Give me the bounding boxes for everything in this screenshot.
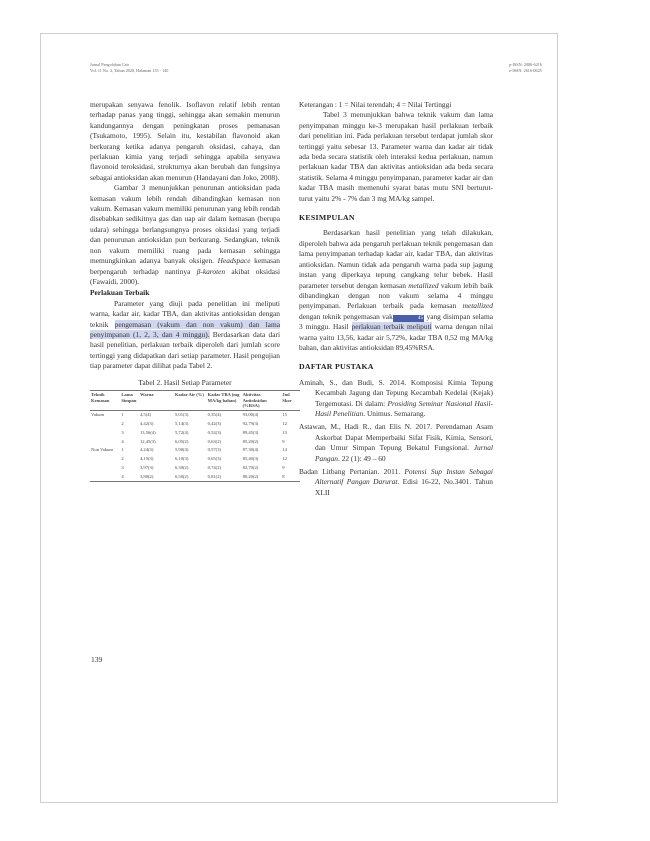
heading-daftar-pustaka: DAFTAR PUSTAKA	[299, 362, 374, 372]
table-cell: 1	[121, 412, 124, 418]
table-cell: 12,45(3)	[139, 438, 156, 444]
reference-item	[299, 467, 493, 498]
table-row	[90, 420, 300, 429]
italic-term: metallized	[408, 280, 439, 290]
table-cell: 5,14(3)	[174, 421, 189, 427]
table-cell: 9	[282, 438, 285, 444]
table-cell: 4,42(3)	[139, 421, 154, 427]
table-cell: 89,45(3)	[242, 429, 259, 435]
table-row	[90, 463, 300, 472]
italic-term: Prosiding Seminar Nasional Hasil-Hasil Penelitian	[315, 398, 493, 418]
text-span: yang disimpan selama 3 minggu. Hasil	[299, 311, 493, 332]
table-cell: 85,20(2)	[242, 438, 259, 444]
italic-term: Jurnal Pangan	[315, 443, 493, 463]
right-column	[299, 100, 493, 501]
journal-name: Jurnal Pengolahan Cair	[90, 62, 130, 67]
paragraph-isoflavon: merupakan senyawa fenolik. Isoflavon relatif lebih rentan terhadap panas yang tinggi, sehingga akan semakin menurun kandungannya dengan peningkatan proses pemanasan (Tsukamoto, 1995). Selain itu, kestabilan flavonoid akan berkurang ketika adanya pengaruh oksidasi, cahaya, dan perlakuan kimia yang terjadi sehingga apabila senyawa flavonoid teroksidasi, strukturnya akan berubah dan fungsinya sebagai antioksidan akan menurun (Handayani dan Joko, 2008).	[90, 100, 280, 182]
table-row	[90, 455, 300, 464]
table-cell: 9	[282, 465, 285, 471]
journal-volume: Vol. 11 No. 2, Tahun 2020, Halaman 135 - 140	[90, 68, 169, 73]
table-cell: 6,30(2)	[174, 465, 189, 471]
italic-term: metallized	[462, 301, 493, 311]
table-cell: 4,5(4)	[139, 412, 152, 418]
table-cell: 0,35(4)	[207, 412, 222, 418]
table-cell: 12	[282, 421, 287, 427]
table-cell: 6,50(2)	[174, 472, 207, 481]
highlighted-text[interactable]: pengemasan (vakum dan non vakum) dan lama penyimpanan (1, 2, 3, dan 4 minggu).	[90, 319, 280, 339]
left-column	[90, 100, 292, 482]
table-cell	[90, 428, 120, 437]
table-cell: 0,74(2)	[207, 465, 222, 471]
text-span: Aminah, S., dan Budi, S. 2014. Komposisi Kimia Tepung Kecambah Jagung dan Tepung Kecambah Kedelai (Kejak) Tergemutasi. Di dalam:	[299, 377, 493, 408]
table-cell: 93,00(4)	[242, 412, 259, 418]
table-cell	[90, 420, 120, 429]
table-cell: 3	[121, 429, 124, 435]
paragraph-gambar-3	[90, 183, 280, 287]
table-header-cell: Aktivitas Antioksidan (%RSA)	[242, 390, 282, 410]
table-cell: 5,01(3)	[174, 412, 189, 418]
table-row	[90, 410, 300, 419]
text-span: akibat oksidasi (Fawaidi, 2000).	[90, 266, 280, 286]
page-number: 139	[91, 655, 103, 664]
table-cell: 6,05(2)	[174, 438, 189, 444]
table-legend-note: Keterangan : 1 = Nilai terendah; 4 = Nilai Tertinggi	[299, 100, 452, 109]
table-cell: 0,81(2)	[207, 472, 242, 481]
table-cell: Vakum	[91, 412, 105, 418]
table-cell: 0,57(3)	[207, 447, 222, 453]
table-header-cell: Kadar Air (%)	[174, 390, 207, 410]
text-span: Berdasarkan data dari hasil penelitian, perlakuan terbaik diperoleh dari jumlah score tertinggi yang didapatkan dari setiap parameter. Hasil pengujian tiap parameter dapat dilihat pada Tabel 2.	[90, 329, 280, 371]
table-cell: 14	[282, 447, 287, 453]
text-span: . Unimus. Semarang.	[363, 408, 426, 418]
table-row	[90, 437, 300, 446]
text-span: dengan teknik pengemasan vak	[299, 311, 393, 321]
parameter-table	[90, 390, 300, 482]
table-cell: 1	[121, 447, 124, 453]
subheading-perlakuan-terbaik: Perlakuan Terbaik	[90, 288, 150, 298]
table-cell: 0,52(3)	[207, 429, 222, 435]
text-span: Astawan, M., Hadi R., dan Elis N. 2017. Perendaman Asam Askorbat Dapat Memperbaiki Sifat Fisik, Kimia, Sensori, dan Umur Simpan Tepung Bekatul Fungsional.	[299, 422, 493, 453]
text-span: Berdasarkan hasil penelitian yang telah dilakukan, diperoleh bahwa ada pengaruh perlakuan teknik pengemasan dan lama penyimpanan terhadap kadar air, kadar TBA, dan aktivitas antioksidan. Namun tidak ada pengaruh warna pada sup jagung instan yang diperkaya tepung cangkang telur bebek. Hasil parameter tersebut dengan kemasan	[299, 228, 493, 290]
table-row	[90, 472, 300, 481]
highlighted-text[interactable]: perlakuan terbaik meliputi	[351, 322, 432, 332]
reference-item	[299, 378, 493, 420]
table-cell: 85,40(3)	[242, 456, 259, 462]
heading-kesimpulan: KESIMPULAN	[299, 213, 355, 223]
italic-term: Potensi Sup Instan Sebagai Alternatif Pangan Darurat	[315, 467, 493, 487]
table-cell: 87,30(4)	[242, 447, 259, 453]
italic-term: Headspace	[217, 256, 251, 266]
table-cell: 4	[120, 472, 139, 481]
table-header-cell: Jml Skor	[281, 390, 300, 410]
text-span: warna dengan nilai warna yaitu 13,56, kadar air 5,72%, kadar TBA 0,52 mg MA/kg bahan, dan aktivitas antioksidan 89,45%RSA.	[299, 322, 494, 352]
table-cell	[90, 455, 120, 464]
paragraph-kesimpulan	[299, 228, 493, 353]
table-cell: 12	[282, 456, 287, 462]
table-cell: 0,42(3)	[207, 421, 222, 427]
table-cell: 0,63(2)	[207, 438, 222, 444]
table-cell: 5,72(4)	[174, 429, 189, 435]
table-row	[90, 446, 300, 455]
table-cell	[90, 437, 120, 446]
table-cell: 3,97(3)	[139, 465, 154, 471]
table-cell: 80,20(2)	[242, 472, 282, 481]
annotation-marker[interactable]: 45	[393, 315, 425, 322]
online-issn: e-ISSN: 2616-0625	[509, 68, 542, 73]
table-cell: 13,56(4)	[139, 429, 156, 435]
table-cell: 0,65(3)	[207, 456, 222, 462]
table-header-row	[90, 390, 300, 410]
text-span: Gambar 3 menunjukkan penurunan antioksidan pada kemasan vakum lebih rendah dibandingkan kemasan non vakum. Kemasan vakum memiliki penurunan yang lebih rendah disebabkan sedikitnya gas dan uap air dalam kemasan (berupa udara) sehingga berlangsungnya proses oksidasi yang terjadi dan penurunan antioksidan pun berkurang. Sedangkan, teknik non vakum memiliki ruang pada kemasan sehingga memungkinkan adanya banyak oksigen.	[90, 183, 280, 266]
print-issn: p-ISSN: 2086-6216	[509, 62, 542, 67]
table-header-cell: Kadar TBA (mg MA/kg bahan)	[207, 390, 242, 410]
text-span: Parameter yang diuji pada penelitian ini meliputi warna, kadar air, kadar TBA, dan aktivitas antioksidan dengan teknik	[90, 298, 280, 329]
text-span: kemasan berpengaruh terhadap nantinya	[90, 256, 280, 276]
table-cell: 15	[282, 412, 287, 418]
table-cell: 3,80(2)	[139, 472, 174, 481]
table-cell: 6,10(3)	[174, 456, 189, 462]
journal-header	[90, 62, 168, 74]
text-span: . Edisi 16-22, No.3401. Tahun XLII	[315, 477, 493, 497]
table-cell: 4	[121, 438, 124, 444]
table-cell: 4,24(3)	[139, 447, 154, 453]
table-cell: 92,79(3)	[242, 421, 259, 427]
table-cell: 13	[282, 429, 287, 435]
paragraph-parameter	[90, 299, 280, 372]
table-cell: 2	[121, 421, 124, 427]
table-caption: Tabel 2. Hasil Setiap Parameter	[138, 377, 232, 387]
text-span: . 22 (1): 49 – 60	[338, 453, 386, 463]
table-row	[90, 428, 300, 437]
table-cell: Non Vakum	[91, 447, 113, 453]
issn-header	[509, 62, 542, 74]
table-cell	[90, 463, 120, 472]
italic-term: β-karoten	[196, 266, 226, 276]
table-cell: 5,90(4)	[174, 447, 189, 453]
table-cell: 8	[281, 472, 300, 481]
table-cell: 2	[121, 456, 124, 462]
table-cell: 3	[121, 465, 124, 471]
reference-item	[299, 422, 493, 464]
table-header-cell: Teknik Kemasan	[90, 390, 120, 410]
text-span: Badan Litbang Pertanian. 2011.	[299, 467, 405, 476]
table-header-cell: Lama Simpan	[120, 390, 139, 410]
paragraph-tabel-3: Tabel 3 menunjukkan bahwa teknik vakum dan lama penyimpanan minggu ke-3 merupakan hasil perlakuan terbaik dari penelitian ini. Pada perlakuan tersebut terdapat jumlah skor tertinggi yaitu sebesar 13. Parameter warna dan kadar air tidak ada beda secara statistik oleh interaksi kedua perlakuan, namun perlakuan kadar TBA dan aktivitas antioksidan ada beda secara statistik. Selama 4 minggu penyimpanan, parameter kadar air dan kadar TBA masih memenuhi syarat batas mutu SNI berturut-turut yaitu 2% - 7% dan 3 mg MA/kg sampel.	[299, 110, 493, 203]
text-span: vakum lebih baik dibandingkan dengan non vakum selama 4 minggu penyimpanan. Perlakuan terbaik pada kemasan	[299, 280, 493, 311]
table-cell: 4,15(3)	[139, 456, 154, 462]
table-header-cell: Warna	[139, 390, 174, 410]
table-cell	[90, 472, 120, 481]
table-cell: 82,70(2)	[242, 465, 259, 471]
